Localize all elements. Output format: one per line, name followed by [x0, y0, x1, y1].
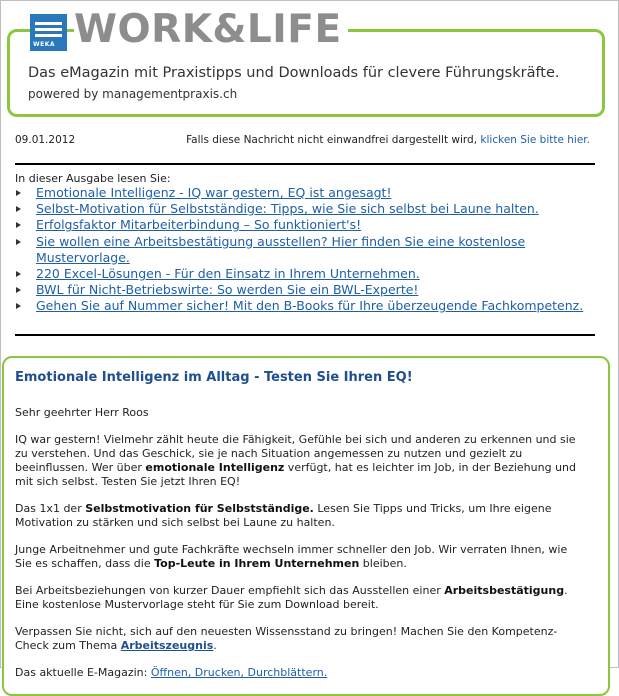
toc-item [15, 234, 590, 266]
view-online-link[interactable]: klicken Sie bitte hier. [480, 134, 590, 146]
toc-item [15, 282, 590, 298]
brand-title: WORK&LIFE [74, 7, 348, 53]
toc-intro: In dieser Ausgabe lesen Sie: [15, 172, 171, 185]
arbeitszeugnis-link[interactable]: Arbeitszeugnis [120, 639, 214, 653]
greeting: Sehr geehrter Herr Roos [15, 406, 149, 419]
toc-item [15, 201, 590, 217]
logo-text: WEKA [33, 41, 56, 48]
triangle-bullet-icon [16, 287, 21, 293]
toc-link[interactable]: Selbst-Motivation für Selbstständige: Tipps, wie Sie sich selbst bei Laune halten. [36, 201, 539, 217]
emagazine-link[interactable]: Öffnen, Drucken, Durchblättern. [150, 666, 328, 680]
paragraph-retention: Junge Arbeitnehmer und gute Fachkräfte wechseln immer schneller den Job. Wir verraten Ihnen, wie Sie es schaffen, dass die Top-Leute in Ihrem Unternehmen bleiben. [15, 543, 568, 570]
header-tagline: Das eMagazin mit Praxistipps und Downloads für clevere Führungskräfte. [28, 65, 560, 81]
paragraph-emagazine: Das aktuelle E-Magazin: Öffnen, Drucken, Durchblättern. [15, 666, 328, 680]
logo-lines-icon [35, 22, 62, 40]
toc-link[interactable]: Emotionale Intelligenz - IQ war gestern, EQ ist angesagt! [36, 185, 392, 200]
toc-link[interactable]: Gehen Sie auf Nummer sicher! Mit den B-Books für Ihre überzeugende Fachkompetenz. [36, 298, 584, 314]
header-powered-by: powered by managementpraxis.ch [28, 87, 238, 101]
paragraph-competence: Verpassen Sie nicht, sich auf den neuesten Wissensstand zu bringen! Machen Sie den Kompetenz-Check zum Thema Arbeitszeugnis. [15, 625, 558, 653]
weka-logo [30, 14, 67, 51]
toc-link[interactable]: Sie wollen eine Arbeitsbestätigung ausstellen? Hier finden Sie eine kostenlose Mustervorlage. [36, 233, 526, 265]
toc-item [15, 185, 590, 201]
toc-link[interactable]: BWL für Nicht-Betriebswirte: So werden Sie ein BWL-Experte! [36, 282, 419, 298]
article-box [2, 356, 610, 696]
triangle-bullet-icon [16, 190, 21, 196]
table-of-contents [15, 185, 590, 315]
divider-top [15, 163, 595, 165]
toc-link[interactable]: Erfolgsfaktor Mitarbeiterbindung – So funktioniert's! [36, 217, 362, 233]
toc-item [15, 298, 590, 314]
paragraph-confirmation: Bei Arbeitsbeziehungen von kurzer Dauer empfiehlt sich das Ausstellen einer Arbeitsbestätigung. Eine kostenlose Mustervorlage steht für Sie zum Download bereit. [15, 584, 568, 611]
toc-item [15, 266, 590, 282]
triangle-bullet-icon [16, 271, 21, 277]
triangle-bullet-icon [16, 239, 21, 245]
article-body [15, 406, 583, 694]
divider-bottom [15, 334, 595, 336]
display-notice [186, 134, 590, 146]
triangle-bullet-icon [16, 222, 21, 228]
toc-item [15, 217, 590, 233]
paragraph-motivation: Das 1x1 der Selbstmotivation für Selbstständige. Lesen Sie Tipps und Tricks, um Ihre eigene Motivation zu stärken und sich selbst bei Laune zu halten. [15, 501, 552, 529]
article-title: Emotionale Intelligenz im Alltag - Testen Sie Ihren EQ! [15, 370, 413, 385]
notice-text: Falls diese Nachricht nicht einwandfrei dargestellt wird, [186, 134, 478, 146]
triangle-bullet-icon [16, 303, 21, 309]
triangle-bullet-icon [16, 206, 21, 212]
toc-link[interactable]: 220 Excel-Lösungen - Für den Einsatz in Ihrem Unternehmen. [36, 266, 420, 282]
paragraph-eq: IQ war gestern! Vielmehr zählt heute die Fähigkeit, Gefühle bei sich und anderen zu erkennen und sie zu verstehen. Und das Geschick, sie je nach Situation angemessen zu nutzen und gezielt zu beeinflussen. Wer über emotionale Intelligenz verfügt, hat es leichter im Job, in der Beziehung und mit sich selbst. Testen Sie jetzt Ihren EQ! [15, 433, 577, 488]
issue-date: 09.01.2012 [15, 134, 76, 146]
